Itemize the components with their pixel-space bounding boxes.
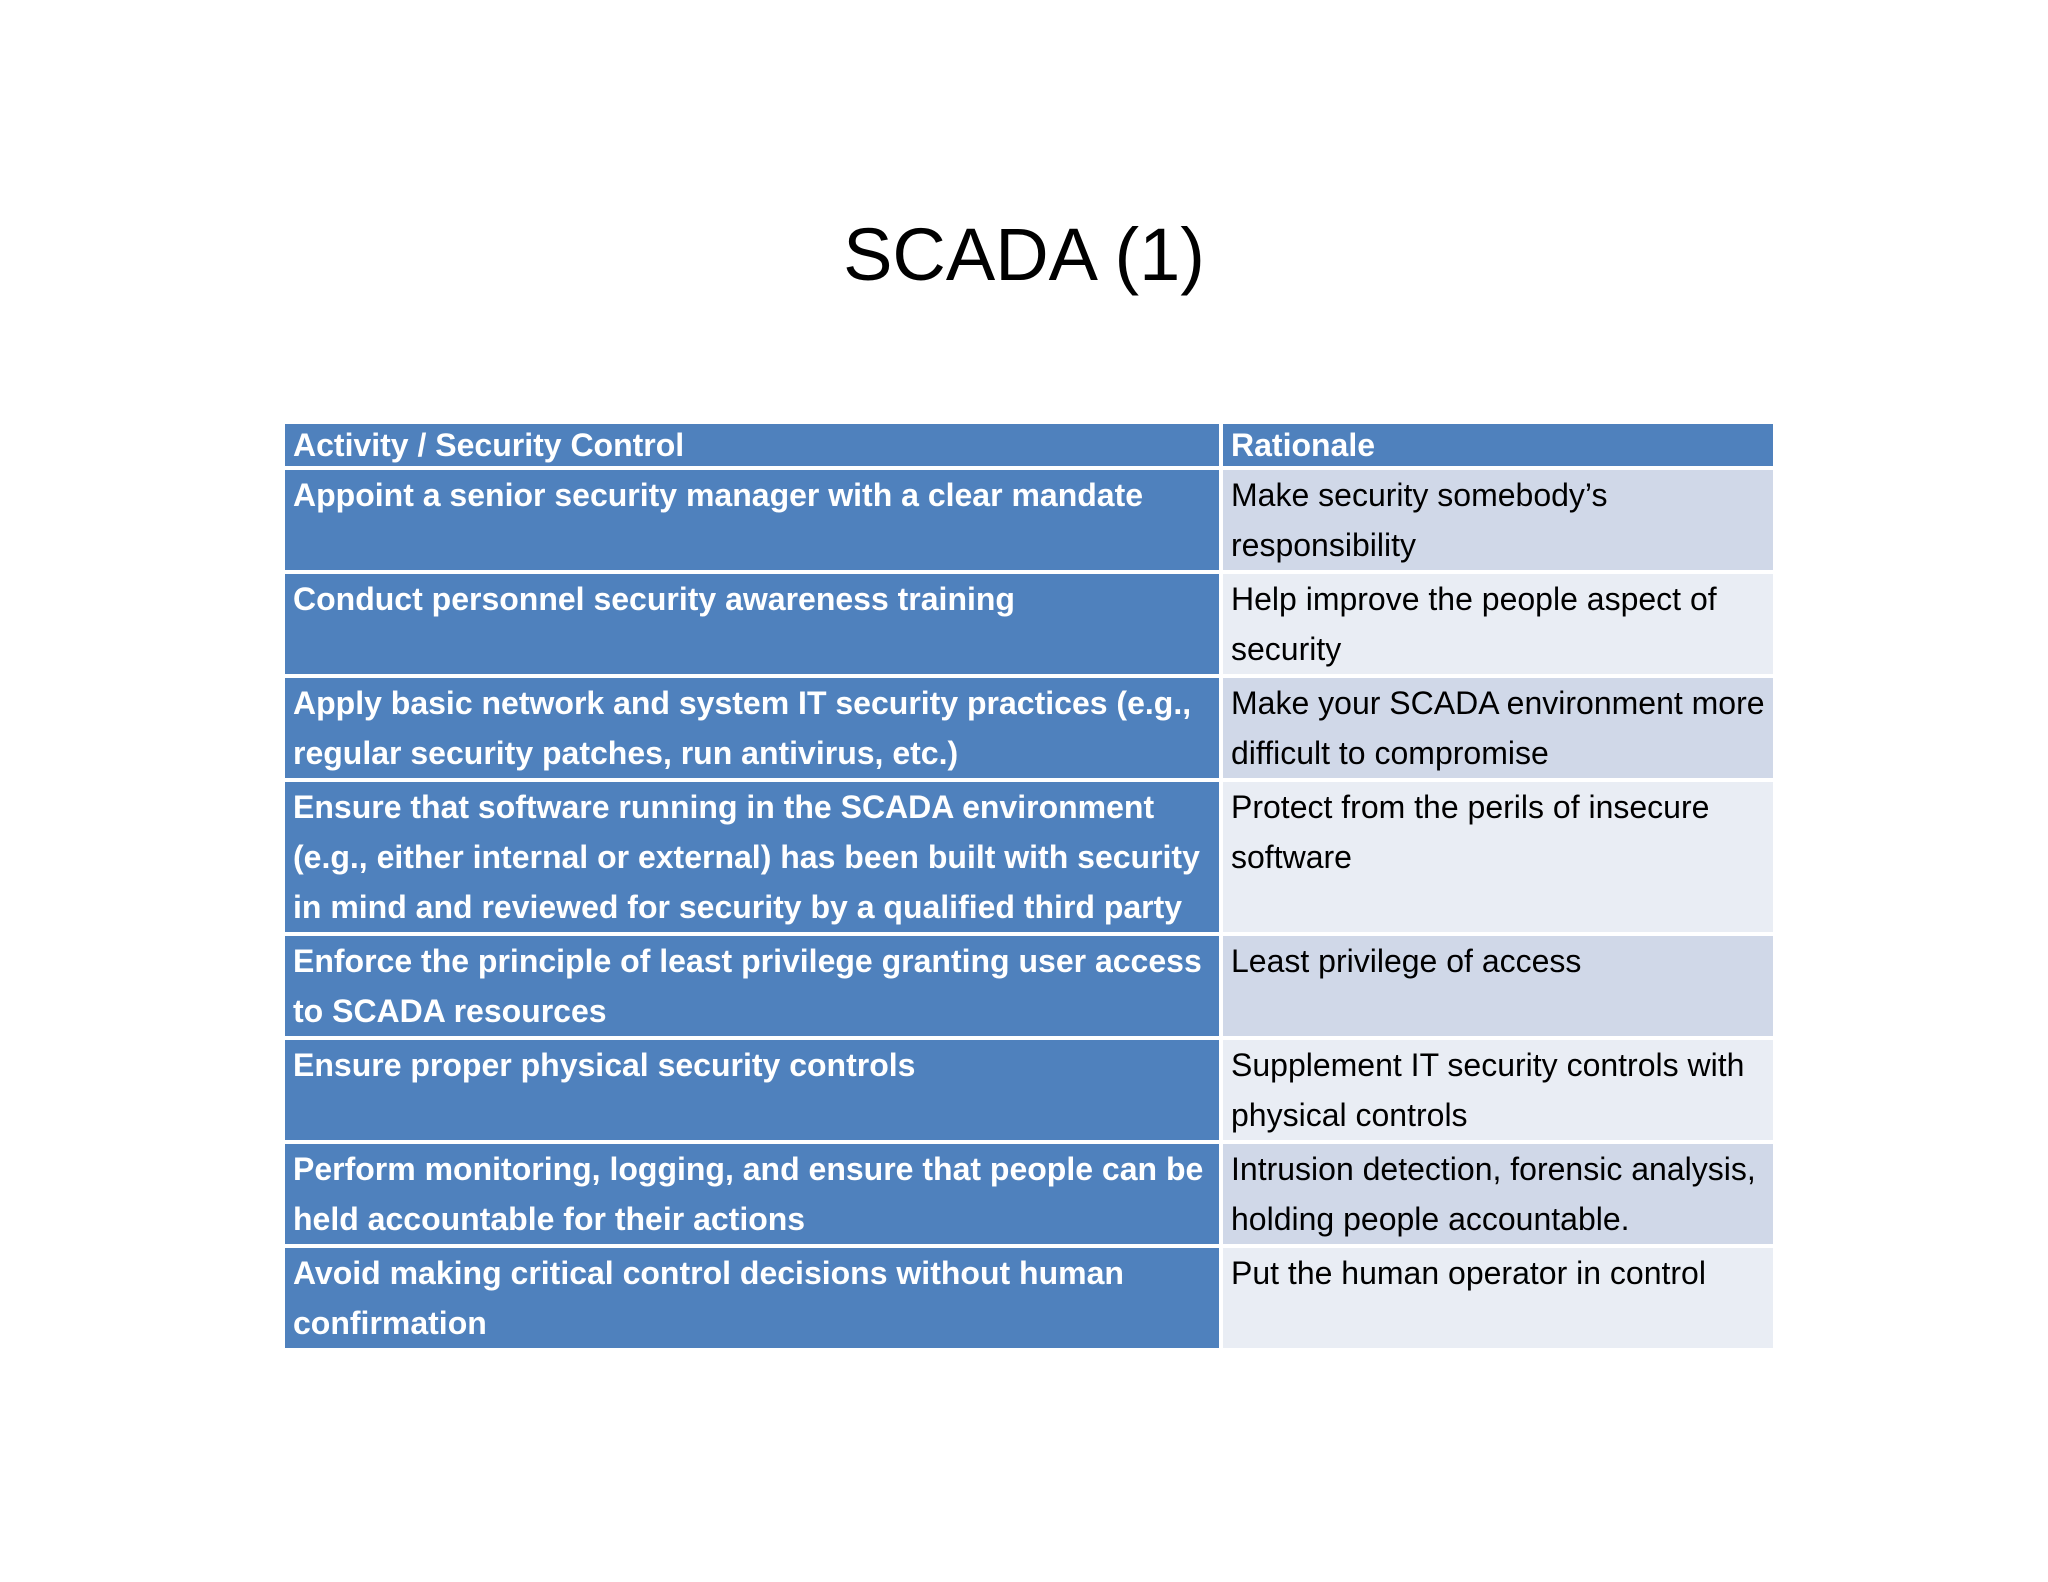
activity-cell: Apply basic network and system IT security practices (e.g., regular security patches, run antivirus, etc.) (283, 676, 1221, 780)
table-row (283, 468, 1775, 572)
rationale-cell: Protect from the perils of insecure software (1221, 780, 1775, 934)
table-row (283, 572, 1775, 676)
table-row (283, 1038, 1775, 1142)
activity-cell: Appoint a senior security manager with a clear mandate (283, 468, 1221, 572)
rationale-cell: Put the human operator in control (1221, 1246, 1775, 1350)
header-activity: Activity / Security Control (283, 422, 1221, 468)
rationale-cell: Help improve the people aspect of security (1221, 572, 1775, 676)
security-controls-table (281, 420, 1777, 1352)
rationale-cell: Make security somebody’s responsibility (1221, 468, 1775, 572)
activity-cell: Perform monitoring, logging, and ensure that people can be held accountable for their actions (283, 1142, 1221, 1246)
activity-cell: Ensure proper physical security controls (283, 1038, 1221, 1142)
rationale-cell: Least privilege of access (1221, 934, 1775, 1038)
activity-cell: Avoid making critical control decisions without human confirmation (283, 1246, 1221, 1350)
rationale-cell: Intrusion detection, forensic analysis, holding people accountable. (1221, 1142, 1775, 1246)
rationale-cell: Make your SCADA environment more difficult to compromise (1221, 676, 1775, 780)
activity-cell: Ensure that software running in the SCADA environment (e.g., either internal or external) has been built with security in mind and reviewed for security by a qualified third party (283, 780, 1221, 934)
table-row (283, 934, 1775, 1038)
activity-cell: Conduct personnel security awareness training (283, 572, 1221, 676)
table-row (283, 780, 1775, 934)
rationale-cell: Supplement IT security controls with physical controls (1221, 1038, 1775, 1142)
table-header-row (283, 422, 1775, 468)
activity-cell: Enforce the principle of least privilege granting user access to SCADA resources (283, 934, 1221, 1038)
table-row (283, 1142, 1775, 1246)
table-row (283, 676, 1775, 780)
slide-title: SCADA (1) (843, 213, 1205, 296)
table-row (283, 1246, 1775, 1350)
header-rationale: Rationale (1221, 422, 1775, 468)
